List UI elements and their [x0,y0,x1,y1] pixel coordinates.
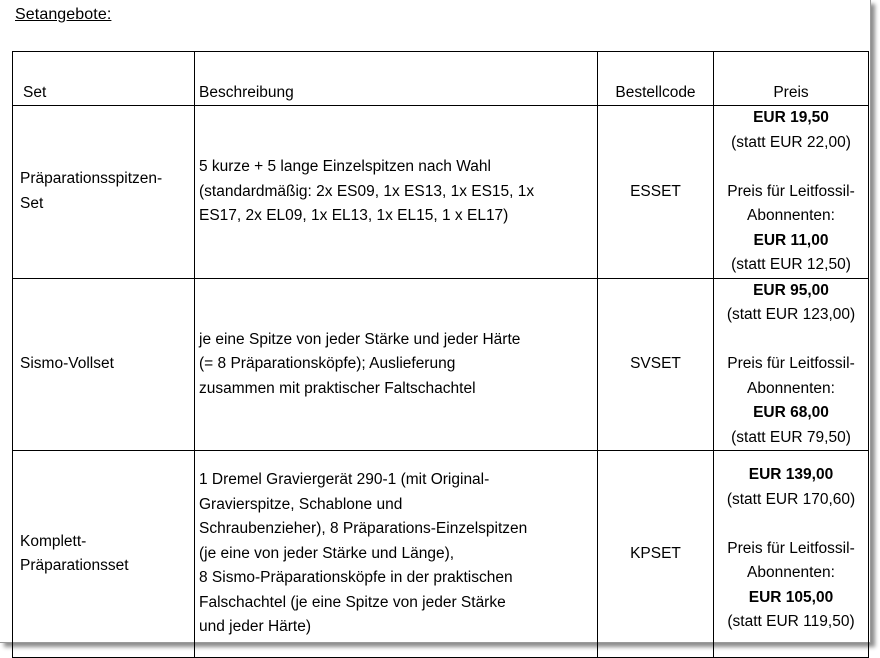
subscriber-price: EUR 11,00 [753,231,829,249]
price-cell [714,451,869,658]
set-name-line: Komplett- [20,532,87,550]
table-row [13,451,869,658]
order-code-cell: KPSET [598,451,714,658]
subscriber-label: Abonnenten: [747,564,835,581]
description-line: 5 kurze + 5 lange Einzelspitzen nach Wahl [199,158,491,175]
set-name-line: Präparationsspitzen- [20,170,163,188]
description-cell [195,451,598,658]
table-header-row [13,52,869,106]
price-cell [714,278,869,451]
set-name-line: Präparationsset [20,557,129,574]
description-line: und jeder Härte) [199,618,312,636]
price-instead: (statt EUR 123,00) [726,306,856,323]
subscriber-price: EUR 68,00 [753,404,829,421]
description-line: Falschachtel (je eine Spitze von jeder Stärke [199,593,506,611]
price-value: EUR 139,00 [748,466,834,483]
description-line: je eine Spitze von jeder Stärke und jeder Härte [199,330,521,348]
subscriber-label: Preis für Leitfossil- [727,182,855,200]
subscriber-instead: (statt EUR 79,50) [731,428,851,446]
set-name-cell [13,451,195,658]
description-line: 8 Sismo-Präparationsköpfe in der praktischen [199,569,513,587]
header-price: Preis [714,52,869,106]
set-name-line: Sismo-Vollset [20,355,114,372]
header-set: Set [13,52,195,106]
set-name-cell [13,278,195,451]
description-cell [195,106,598,279]
description-line: (standardmäßig: 2x ES09, 1x ES13, 1x ES15, 1x [199,182,535,200]
page-heading: Setangebote: [15,6,112,23]
description-line: Gravierspitze, Schablone und [199,495,403,513]
subscriber-label: Preis für Leitfossil- [727,539,855,557]
description-line: (= 8 Präparationsköpfe); Auslieferung [199,355,456,372]
set-offers-table [12,51,869,658]
price-value: EUR 19,50 [753,109,829,126]
price-instead: (statt EUR 22,00) [731,133,851,151]
description-line: (je eine von jeder Stärke und Länge), [199,544,455,562]
description-line: Schraubenzieher), 8 Präparations-Einzelspitzen [199,520,528,538]
subscriber-label: Abonnenten: [747,207,835,224]
description-cell [195,278,598,451]
table-row [13,278,869,451]
set-name-line: Set [20,194,44,212]
subscriber-price: EUR 105,00 [748,588,834,606]
description-line: zusammen mit praktischer Faltschachtel [199,379,476,397]
order-code-cell: SVSET [598,278,714,451]
set-name-cell [13,106,195,279]
subscriber-label: Preis für Leitfossil- [727,355,855,372]
header-description: Beschreibung [195,52,598,106]
order-code-cell: ESSET [598,106,714,279]
subscriber-instead: (statt EUR 12,50) [731,256,851,273]
price-instead: (statt EUR 170,60) [726,490,856,508]
table-row [13,106,869,279]
description-line: 1 Dremel Graviergerät 290-1 (mit Original- [199,471,490,489]
header-order-code: Bestellcode [598,52,714,106]
description-line: ES17, 2x EL09, 1x EL13, 1x EL15, 1 x EL17) [199,207,509,224]
price-value: EUR 95,00 [753,281,829,299]
subscriber-instead: (statt EUR 119,50) [727,613,855,630]
subscriber-label: Abonnenten: [747,379,835,397]
price-cell [714,106,869,279]
